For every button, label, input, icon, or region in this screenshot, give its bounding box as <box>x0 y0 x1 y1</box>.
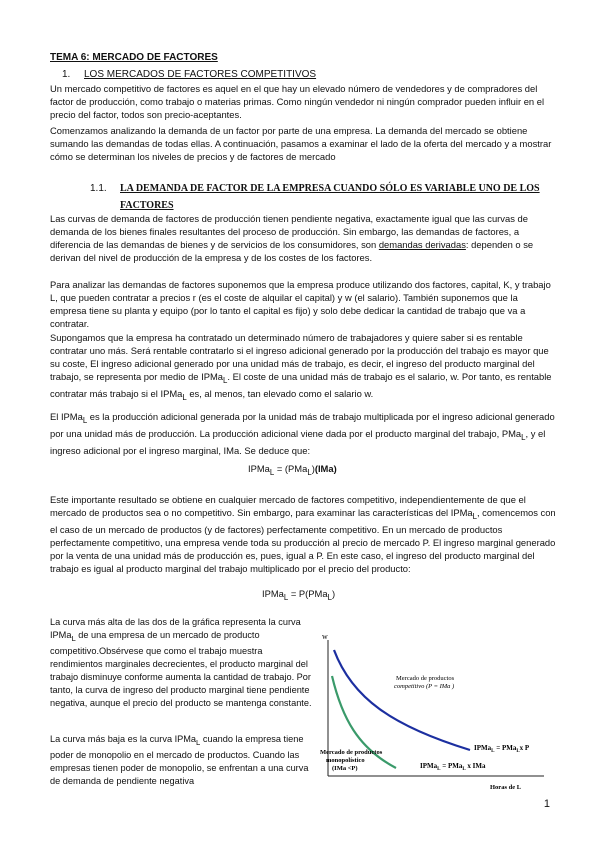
paragraph-1: Un mercado competitivo de factores es aquel en el que hay un elevado número de vendedores y de compradores del factor de producción, como trabajo o materias primas. Como ningún vendedor ni ningún comprador pueden influir en el precio del factor, todos son precio-aceptantes. <box>50 83 545 121</box>
paragraph-3 <box>50 212 556 264</box>
paragraph-3-text: Las curvas de demanda de factores de producción tienen pendiente negativa, exactamente igual que las curvas de demanda de los bienes finales resultantes del proceso de producción. Sin embargo, las demandas de factores, a diferencia de las demandas de bienes y de servicios de los consumidores, son <box>50 213 528 251</box>
paragraph-5-text-b: . El coste de una unidad más de trabajo es el salario, w. Por tanto, es rentable contratar más trabajo si el IPMa <box>50 371 552 400</box>
formula-text: IPMa <box>248 463 270 474</box>
monopoly-market-label-2: monopolístico <box>326 757 365 764</box>
subscript: L <box>269 467 275 477</box>
formula-text: ) <box>331 588 336 599</box>
page-title: TEMA 6: MERCADO DE FACTORES <box>50 52 218 63</box>
section-1-heading <box>62 69 316 80</box>
paragraph-7-text-a: Este importante resultado se obtiene en cualquier mercado de factores competitivo, independientemente de que el mercado de productos sea o no competitivo. Sin embargo, para examinar las características del IPMa <box>50 494 526 519</box>
formula-ipma-general <box>248 463 337 477</box>
paragraph-3-text-end: : dependen o se derivan del nivel de producción de la empresa y de los costes de los factores. <box>50 239 534 264</box>
competitive-market-label-2: competitivo (P = IMa ) <box>394 683 455 690</box>
paragraph-9-text-a: La curva más baja es la curva IPMa <box>50 734 197 744</box>
formula-text: = P(PMa <box>288 588 328 599</box>
formula-text: = (PMa <box>274 463 308 474</box>
subscript: L <box>196 737 201 747</box>
paragraph-4: Para analizar las demandas de factores suponemos que la empresa produce utilizando dos factores, capital, K, y trabajo L, que pueden contratar a precios r (es el coste de alquilar el capital) y w (el salario). También suponemos que la empresa tiene su planta y equipo (por lo tanto el capital es fijo) y solo debe dedicar la cantidad de trabajo que va a contratar. <box>50 279 551 330</box>
paragraph-2: Comenzamos analizando la demanda de un factor por parte de una empresa. La demanda del mercado se obtiene sumando las demandas de todas ellas. A continuación, pasamos a examinar el lado de la oferta del mercado y a mostrar cómo se determinan los niveles de precios y de factores de mercado <box>50 125 552 163</box>
competitive-curve-label: IPMa$_L$ = PMa$_L$x P <box>474 744 530 754</box>
paragraph-6-text-b: es la producción adicional generada por la unidad más de trabajo multiplicada por el ingreso adicional generado por una unidad más de producción. La producción adicional viene dada por el producto marginal del trabajo, PMa <box>50 411 555 439</box>
subscript: L <box>182 393 187 403</box>
monopoly-market-label: Mercado de productos <box>320 749 383 756</box>
x-axis-label: Horas de L <box>490 784 522 791</box>
paragraph-7 <box>50 493 556 575</box>
subscript: L <box>472 511 477 521</box>
section-1-title: LOS MERCADOS DE FACTORES COMPETITIVOS <box>84 69 317 80</box>
section-1-1-heading <box>90 180 550 214</box>
paragraph-6-text-c: , y el ingreso adicional por el ingreso marginal, IMa. Se deduce que: <box>50 427 546 456</box>
ipma-curves-figure <box>312 628 562 796</box>
paragraph-8-text-a: La curva más alta de las dos de la gráfica representa la curva IPMa <box>50 617 301 641</box>
subscript: L <box>327 592 332 602</box>
monopoly-market-label-3: (IMa <P) <box>332 765 358 772</box>
formula-text: IPMa <box>262 588 284 599</box>
competitive-market-label: Mercado de productos <box>396 675 455 682</box>
subscript: L <box>82 415 88 425</box>
y-axis-label: w <box>322 632 328 641</box>
paragraph-6-text-a: El IPMa <box>50 411 83 422</box>
monopoly-curve-label: IPMa$_L$ = PMa$_L$ x IMa <box>420 762 486 772</box>
subscript: L <box>283 592 289 602</box>
subscript: L <box>71 633 76 643</box>
paragraph-9 <box>50 733 312 788</box>
page-number: 1 <box>543 798 550 810</box>
paragraph-9-text-b: cuando la empresa tiene poder de monopolio en el mercado de productos. Cuando las empresas tienen poder de monopolio, se enfrentan a una curva de demanda de pendiente negativa <box>50 734 309 787</box>
paragraph-5-text-c: es, al menos, tan elevado como el salario w. <box>186 388 374 400</box>
subscript: L <box>521 432 526 442</box>
paragraph-6 <box>50 410 556 457</box>
paragraph-8 <box>50 616 312 710</box>
formula-text: ) <box>311 463 315 474</box>
formula-ipma-competitive <box>262 588 335 602</box>
subscript: L <box>223 376 228 386</box>
derived-demands-term: demandas derivadas <box>378 239 466 251</box>
subscript: L <box>307 467 312 477</box>
section-1-number: 1. <box>62 69 71 80</box>
section-1-1-title: LA DEMANDA DE FACTOR DE LA EMPRESA CUANDO SÓLO ES VARIABLE UNO DE LOS FACTORES <box>120 183 540 211</box>
paragraph-5-text-a: Supongamos que la empresa ha contratado un determinado número de trabajadores y quiere saber si es rentable contratar uno más. Será rentable contratarlo si el ingreso adicional generado por la producción del trabajo es mayor que su coste, El ingreso adicional generado por una unidad más de trabajo, es decir, el ingreso del producto marginal del trabajo, se representa por medio de IPMa <box>50 332 549 383</box>
paragraph-5 <box>50 331 556 404</box>
section-1-1-number: 1.1. <box>90 183 107 194</box>
paragraph-7-text-b: , comencemos con el caso de un mercado de productos (y de factores) perfectamente competitivo. En un mercado de productos perfectamente competitivo, una empresa vende toda su producción al precio de mercado P. El ingreso marginal generado por la venta de una unidad más de producción es, pues, igual a P. En este caso, el ingreso del producto marginal del trabajo es igual al producto marginal del trabajo multiplicado por el precio del producto: <box>50 507 556 575</box>
competitive-ipma-curve <box>334 650 470 750</box>
formula-text-bold: (IMa) <box>314 463 337 474</box>
paragraph-8-text-b: de una empresa de un mercado de producto competitivo.Obsérvese que como el trabajo muestra rendimientos marginales decrecientes, el producto marginal del trabajo disminuye conforme aumenta la cantidad de trabajo. Por tanto, la curva de ingreso del producto marginal tiene pendiente negativa, aunque el precio del producto se mantenga constante. <box>50 630 312 709</box>
